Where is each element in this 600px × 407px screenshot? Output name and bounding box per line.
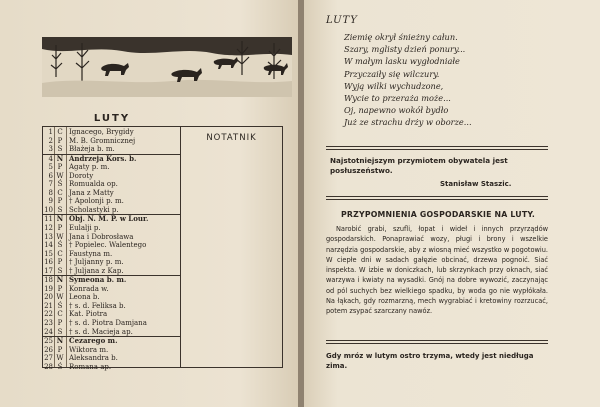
weekday-letter: P bbox=[57, 284, 63, 293]
weekday-letter: P bbox=[57, 163, 63, 172]
weekday-letter: W bbox=[56, 232, 64, 241]
divider bbox=[326, 340, 548, 344]
quote-text: Najstotniejszym przymiotem obywatela jest posłuszeństwo. bbox=[330, 156, 508, 175]
weekday-letter: W bbox=[56, 293, 64, 302]
weekday-letter: S bbox=[57, 327, 63, 336]
weekday-letter: W bbox=[56, 171, 64, 180]
weekday-letter: C bbox=[57, 249, 63, 258]
calendar-row bbox=[43, 275, 180, 285]
day-number: 24 bbox=[44, 327, 53, 336]
divider bbox=[326, 196, 548, 200]
weekday-letter: W bbox=[56, 354, 64, 363]
weekday-letter: N bbox=[56, 336, 64, 346]
saint-name: † s. d. Feliksa b. bbox=[69, 301, 126, 310]
poem-line: Ziemię okrył śnieżny całun. bbox=[344, 32, 458, 42]
day-number: 16 bbox=[44, 258, 53, 267]
calendar-row bbox=[43, 137, 180, 146]
day-number: 25 bbox=[44, 337, 53, 346]
day-number: 1 bbox=[48, 128, 53, 136]
saint-name: Jana i Dobrosława bbox=[69, 232, 134, 241]
poem-line: Przyczaiły się wilczury. bbox=[344, 68, 440, 79]
calendar-row bbox=[43, 336, 180, 346]
saint-name: Andrzeja Kors. b. bbox=[69, 153, 137, 163]
calendar-row bbox=[43, 206, 180, 215]
saint-name: Ignacego, Brygidy bbox=[69, 128, 134, 136]
weekday-letter: C bbox=[57, 128, 63, 136]
calendar-row bbox=[43, 145, 180, 154]
day-number: 27 bbox=[44, 354, 53, 363]
proverb: Gdy mróz w lutym ostro trzyma, wtedy jest niedługa zima. bbox=[326, 352, 534, 370]
saint-name: Wiktora m. bbox=[69, 345, 109, 354]
weekday-letter: S bbox=[57, 145, 63, 154]
calendar-row bbox=[43, 310, 180, 319]
day-number: 22 bbox=[44, 310, 53, 319]
day-number: 12 bbox=[44, 224, 53, 233]
saint-name: Cezarego m. bbox=[69, 336, 118, 346]
day-number: 11 bbox=[44, 215, 53, 224]
day-number: 21 bbox=[44, 301, 53, 310]
saint-name: † Apolonji p. m. bbox=[69, 197, 124, 206]
poem-line: Już ze strachu drży w oborze... bbox=[344, 117, 472, 128]
saint-name: Konrada w. bbox=[69, 284, 109, 293]
day-number: 20 bbox=[44, 293, 53, 302]
saint-name: Romana ap. bbox=[69, 362, 112, 371]
calendar-row bbox=[43, 293, 180, 302]
poem-line: Wyją wilki wychudzone, bbox=[344, 80, 444, 91]
weekday-letter: Ś bbox=[57, 180, 63, 189]
calendar-row bbox=[43, 197, 180, 206]
saint-name: Obj. N. M. P. w Lour. bbox=[69, 214, 149, 224]
calendar-rows bbox=[43, 128, 180, 371]
weekday-letter: P bbox=[57, 345, 63, 354]
day-number: 28 bbox=[44, 362, 53, 371]
saint-name: Symeona b. m. bbox=[69, 275, 127, 285]
weekday-letter: S bbox=[57, 205, 63, 214]
saint-name: † Popielec. Walentego bbox=[69, 241, 147, 250]
day-number: 26 bbox=[44, 345, 53, 354]
quote-author: Stanisław Staszic. bbox=[440, 180, 512, 188]
calendar-row bbox=[43, 302, 180, 311]
section-body: Narobić grabi, szufli, łopat i wideł i innych przyrządów gospodarskich. Ponaprawiać wozy, pługi i brony i wszelkie narzędzia gospodarskie, aby z wiosną mieć wszystko w pogotowiu. W ciepłe dni w sadach gałęzie obcinać, drzewa pognoić. Siać inspekta. W izbie w doniczkach, lub skrzynkach przy oknach, siać warzywa i kwiaty na wysadki. Gnój na dobre wywozić, zaczynając od pól suchych bez wielkiego spadku, by woda go nie wypłókała. Na łąkach, gdy rozmarzną, mech wygrabiać i kretowiny rozrzucać, potem zsypać szarczany nawóz. bbox=[326, 225, 548, 316]
calendar-row bbox=[43, 154, 180, 164]
saint-name: Doroty bbox=[69, 171, 94, 180]
calendar-row bbox=[43, 224, 180, 233]
weekday-letter: Ś bbox=[57, 362, 63, 371]
day-number: 6 bbox=[48, 171, 53, 180]
saint-name: Kat. Piotra bbox=[69, 310, 108, 319]
day-number: 3 bbox=[48, 145, 53, 154]
weekday-letter: N bbox=[56, 214, 64, 224]
calendar-row bbox=[43, 128, 180, 137]
day-number: 18 bbox=[44, 276, 53, 285]
saint-name: Leona b. bbox=[69, 293, 100, 302]
poem-line: Szary, mglisty dzień ponury... bbox=[344, 44, 466, 55]
poem-line: W małym lasku wygłodniałe bbox=[344, 56, 460, 67]
calendar-row bbox=[43, 363, 180, 372]
weekday-letter: S bbox=[57, 266, 63, 275]
saint-name: † Juljanny p. m. bbox=[69, 258, 124, 267]
day-number: 23 bbox=[44, 319, 53, 328]
book-gutter bbox=[298, 0, 304, 407]
notes-divider bbox=[180, 127, 181, 367]
section-title: PRZYPOMNIENIA GOSPODARSKIE NA LUTY. bbox=[341, 210, 536, 219]
winter-wolves-illustration bbox=[42, 37, 292, 97]
month-title: LUTY bbox=[93, 113, 131, 124]
weekday-letter: P bbox=[57, 258, 63, 267]
day-number: 8 bbox=[48, 188, 53, 197]
calendar-row bbox=[43, 285, 180, 294]
poem-line: Oj, napewno wokół bydło bbox=[344, 105, 449, 116]
calendar-row bbox=[43, 214, 180, 224]
day-number: 14 bbox=[44, 241, 53, 250]
day-number: 13 bbox=[44, 232, 53, 241]
saint-name: † s. d. Piotra Damjana bbox=[69, 319, 147, 328]
saint-name: Faustyna m. bbox=[69, 249, 113, 258]
calendar-row bbox=[43, 180, 180, 189]
weekday-letter: P bbox=[57, 224, 63, 233]
calendar-row bbox=[43, 189, 180, 198]
divider bbox=[326, 146, 548, 150]
saint-name: Agaty p. m. bbox=[69, 163, 110, 172]
calendar-row bbox=[43, 241, 180, 250]
calendar-row bbox=[43, 319, 180, 328]
calendar-row bbox=[43, 250, 180, 259]
saint-name: Aleksandra b. bbox=[69, 354, 118, 363]
saint-name: Błażeja b. m. bbox=[69, 145, 115, 154]
calendar-table bbox=[42, 126, 283, 371]
calendar-row bbox=[43, 163, 180, 172]
day-number: 5 bbox=[48, 163, 53, 172]
saint-name: † s. d. Macieja ap. bbox=[69, 327, 133, 336]
saint-name: M. B. Gromnicznej bbox=[69, 136, 136, 145]
weekday-letter: P bbox=[57, 197, 63, 206]
day-number: 15 bbox=[44, 249, 53, 258]
weekday-letter: C bbox=[57, 188, 63, 197]
weekday-letter: N bbox=[56, 153, 64, 163]
weekday-letter: Ś bbox=[57, 301, 63, 310]
calendar-row bbox=[43, 354, 180, 363]
poem-line: Wycie to przeraża może... bbox=[344, 93, 451, 104]
day-number: 10 bbox=[44, 205, 53, 214]
day-number: 2 bbox=[48, 136, 53, 145]
calendar-row bbox=[43, 233, 180, 242]
day-number: 4 bbox=[48, 154, 53, 163]
notes-label: NOTATNIK bbox=[206, 133, 257, 143]
weekday-letter: C bbox=[57, 310, 63, 319]
weekday-letter: P bbox=[57, 136, 63, 145]
calendar-row bbox=[43, 328, 180, 337]
calendar-row bbox=[43, 258, 180, 267]
saint-name: † Juljana z Kap. bbox=[69, 266, 124, 275]
day-number: 9 bbox=[48, 197, 53, 206]
calendar-row bbox=[43, 267, 180, 276]
saint-name: Scholastyki p. bbox=[69, 205, 119, 214]
day-number: 7 bbox=[48, 180, 53, 189]
day-number: 19 bbox=[44, 284, 53, 293]
right-month-title: LUTY bbox=[326, 15, 358, 26]
saint-name: Jana z Matty bbox=[69, 188, 114, 197]
weekday-letter: N bbox=[56, 275, 64, 285]
calendar-row bbox=[43, 172, 180, 181]
saint-name: Romualda op. bbox=[69, 180, 118, 189]
day-number: 17 bbox=[44, 266, 53, 275]
weekday-letter: P bbox=[57, 319, 63, 328]
saint-name: Eulalji p. bbox=[69, 224, 101, 233]
poem bbox=[340, 31, 580, 129]
weekday-letter: Ś bbox=[57, 241, 63, 250]
calendar-row bbox=[43, 346, 180, 355]
